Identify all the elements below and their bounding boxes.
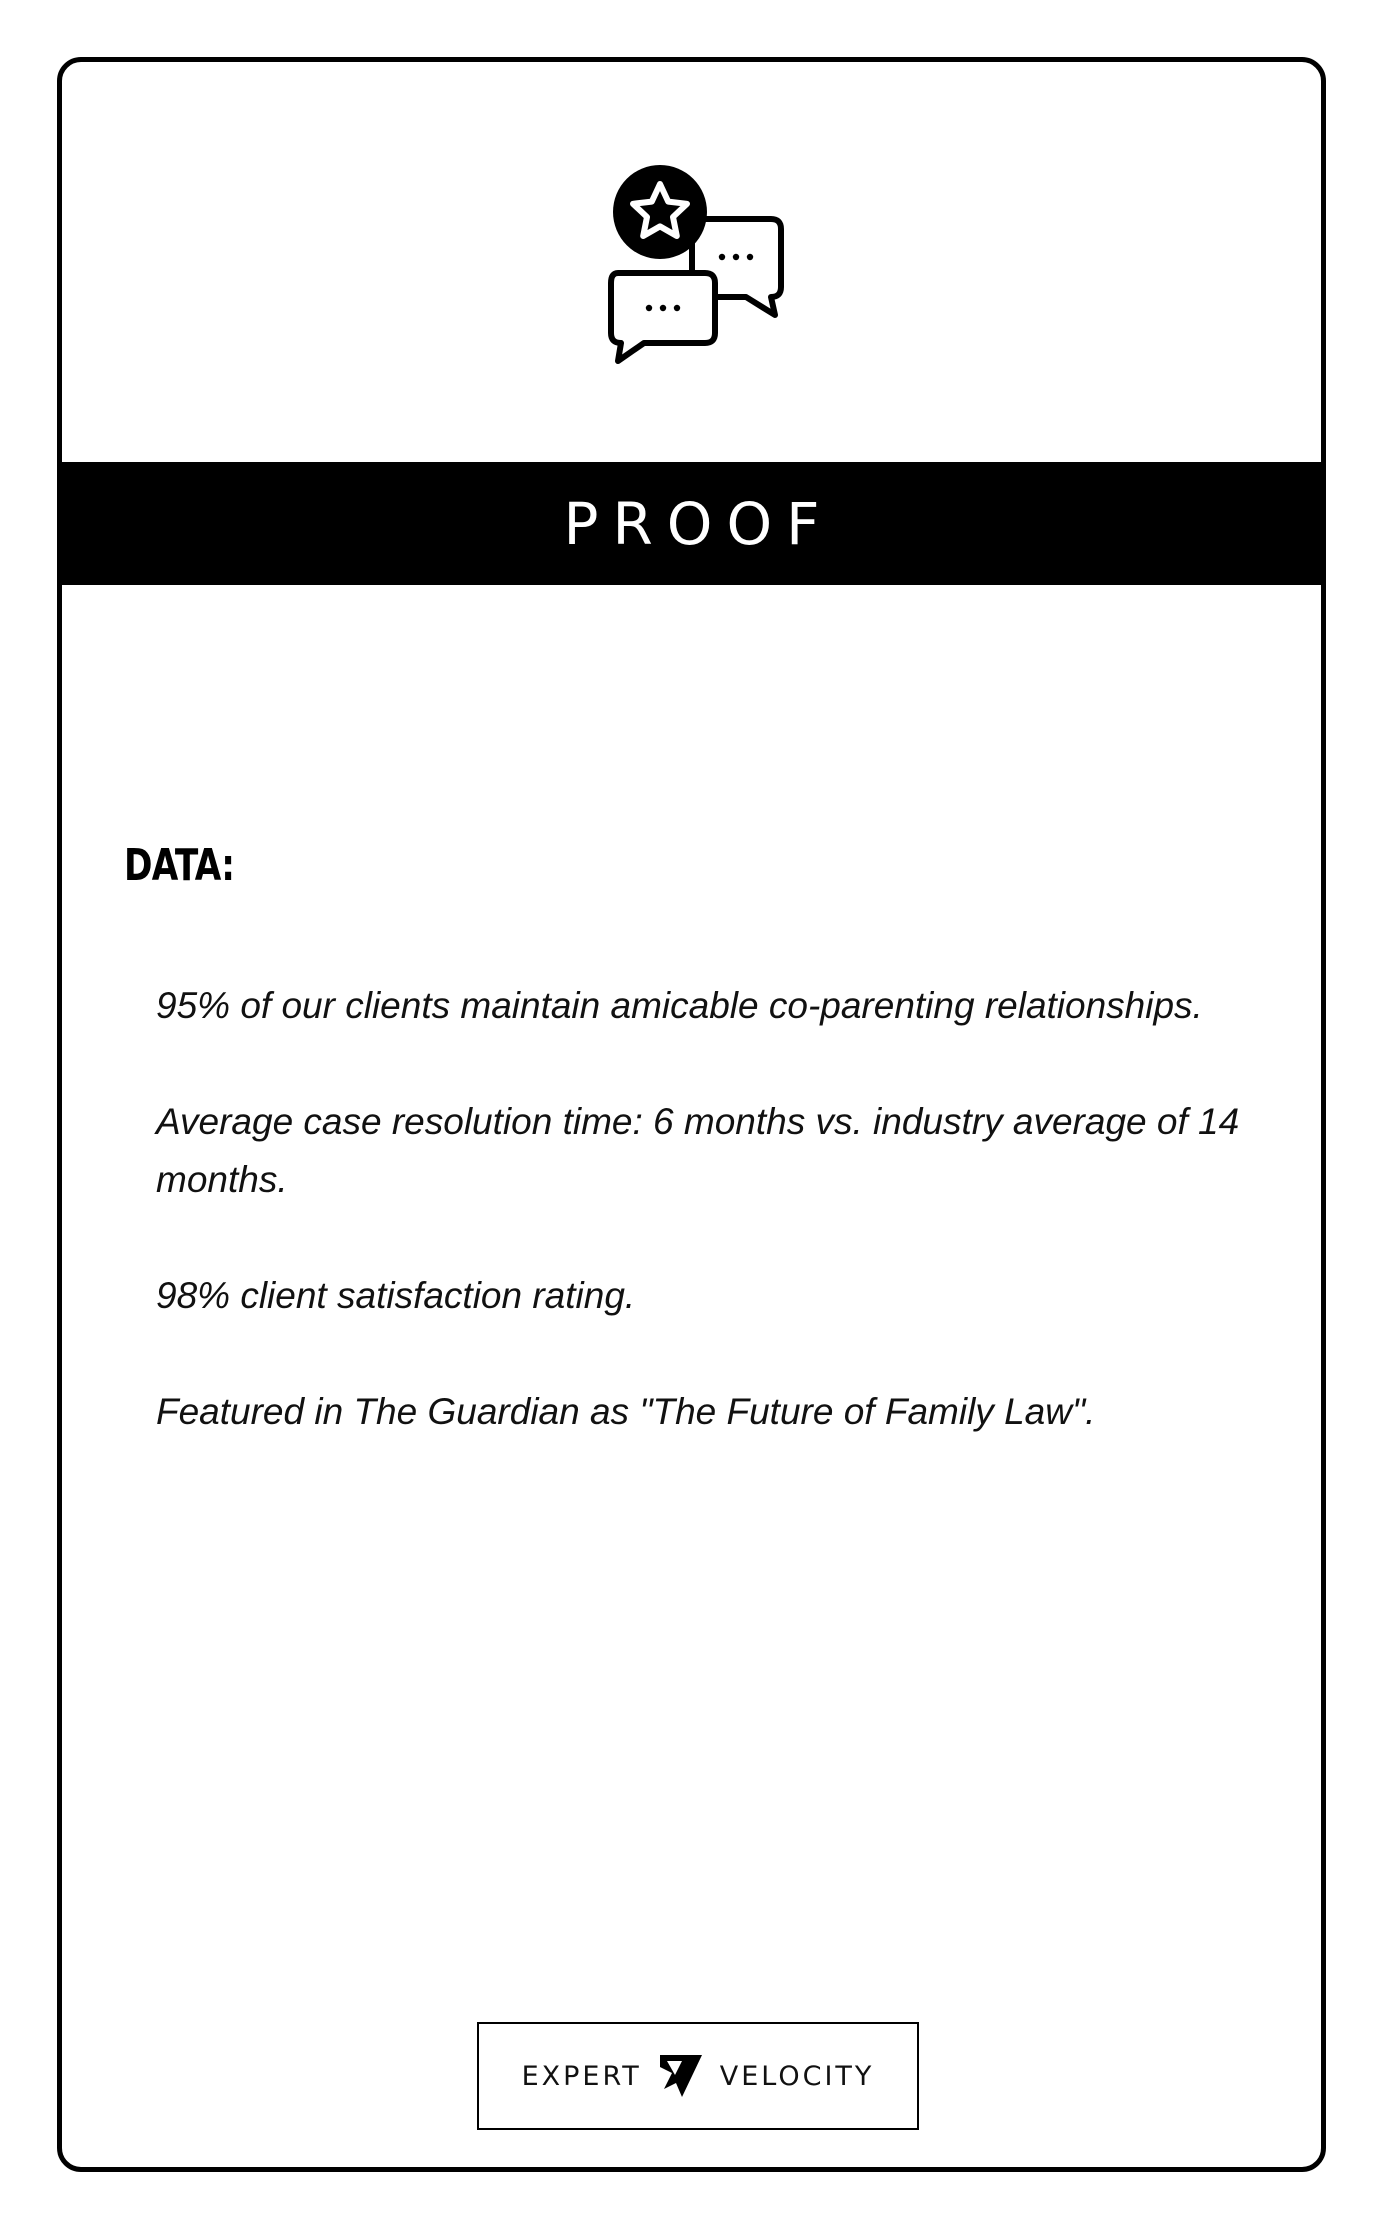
data-item: 95% of our clients maintain amicable co-parenting relationships. [156, 985, 1203, 1026]
logo-text-left: EXPERT [521, 2060, 642, 2092]
data-list [156, 977, 1266, 1499]
page-title: PROOF [563, 489, 834, 558]
arrow-mark-icon [656, 2053, 706, 2099]
brand-logo [477, 2022, 919, 2130]
data-item: Featured in The Guardian as "The Future of Family Law". [156, 1391, 1096, 1432]
proof-card [57, 57, 1326, 2172]
star-review-chat-icon [604, 155, 794, 367]
data-item: 98% client satisfaction rating. [156, 1275, 636, 1316]
logo-text-right: VELOCITY [719, 2060, 875, 2092]
data-item: Average case resolution time: 6 months vs. industry average of 14 months. [156, 1101, 1240, 1200]
title-banner [62, 462, 1321, 585]
section-heading: DATA: [124, 840, 235, 891]
